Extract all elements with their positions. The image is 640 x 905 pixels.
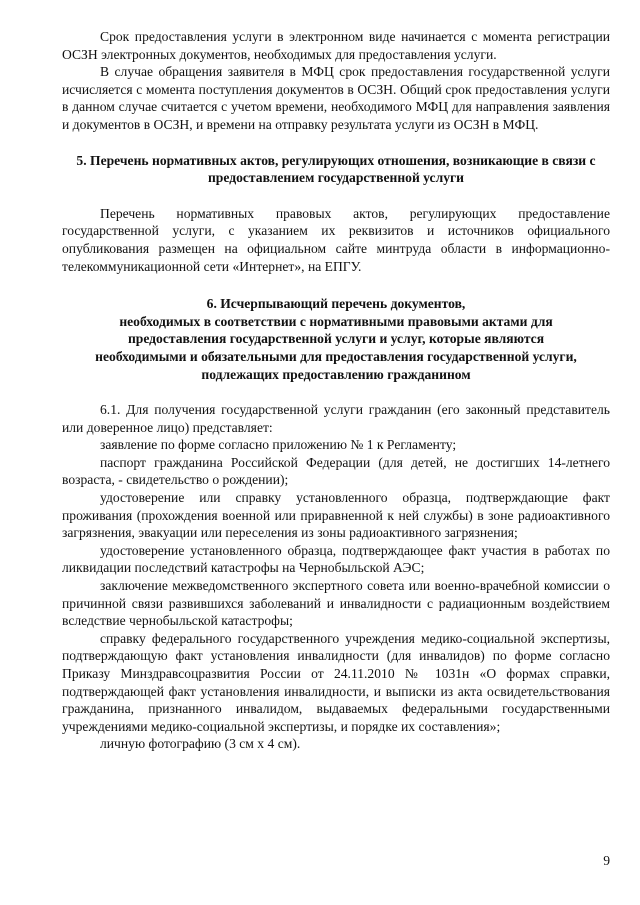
list-item-participation-certificate: удостоверение установленного образца, подтверждающее факт участия в работах по ликвидации последствий катастрофы на Чернобыльской АЭС;: [62, 542, 610, 576]
list-item-expert-conclusion: заключение межведомственного экспертного совета или военно-врачебной комиссии о причинной связи развившихся заболеваний и инвалидности с радиационным воздействием вследствие чернобыльской катастрофы;: [62, 578, 610, 629]
section-5-paragraph: Перечень нормативных правовых актов, регулирующих предоставление государственной услуги, с указанием их реквизитов и источников официального опубликования размещен на официальном сайте минтруда области в информационно-телекоммуникационной сети «Интернет», на ЕПГУ.: [62, 205, 610, 274]
intro-paragraph-1: Срок предоставления услуги в электронном виде начинается с момента регистрации ОСЗН электронных документов, необходимых для предоставления услуги.: [62, 29, 610, 62]
section-6-heading: [62, 295, 610, 383]
document-page: [62, 28, 610, 753]
list-item-residence-certificate: удостоверение или справку установленного образца, подтверждающие факт проживания (прохождения военной или приравненной к ней службы) в зоне радиоактивного загрязнения, эвакуации или переселения из зоны радиоактивного загрязнения;: [62, 490, 610, 541]
section-6-heading-line: подлежащих предоставлению гражданином: [201, 366, 471, 382]
section-6-heading-line: 6. Исчерпывающий перечень документов,: [206, 296, 466, 312]
list-item-disability-certificate: справку федерального государственного учреждения медико-социальной экспертизы, подтверждающую факт установления инвалидности (для инвалидов) по форме согласно Приказу Минздравсоцразвития России от 24.11.2010 № 1031н «О формах справки, подтверждающей факт установления инвалидности, и выписки из акта освидетельствования гражданина, признанного инвалидом, выдаваемых федеральными государственными учреждениями медико-социальной экспертизы, и порядке их составления»;: [62, 630, 610, 734]
list-item-photo: личную фотографию (3 см х 4 см).: [100, 736, 301, 752]
intro-paragraph-2: В случае обращения заявителя в МФЦ срок предоставления государственной услуги исчисляется с момента поступления документов в ОСЗН. Общий срок предоставления услуги в данном случае считается с учетом времени, необходимого МФЦ для направления заявления и документов в ОСЗН, и времени на отправку результата услуги из ОСЗН в МФЦ.: [62, 64, 610, 132]
section-6-heading-line: предоставления государственной услуги и услуг, которые являются: [127, 331, 545, 347]
section-6-heading-line: необходимыми и обязательными для предоставления государственной услуги,: [95, 348, 577, 364]
section-6-heading-line: необходимых в соответствии с нормативными правовыми актами для: [119, 313, 553, 329]
page-number: 9: [603, 853, 610, 868]
section-6-paragraph-6-1: 6.1. Для получения государственной услуги гражданин (его законный представитель или доверенное лицо) представляет:: [62, 402, 610, 435]
list-item-passport: паспорт гражданина Российской Федерации (для детей, не достигших 14-летнего возраста, - свидетельство о рождении);: [62, 454, 610, 488]
section-5-heading: 5. Перечень нормативных актов, регулирующих отношения, возникающие в связи с предоставлением государственной услуги: [76, 152, 596, 186]
list-item-application: заявление по форме согласно приложению № 1 к Регламенту;: [100, 437, 457, 453]
